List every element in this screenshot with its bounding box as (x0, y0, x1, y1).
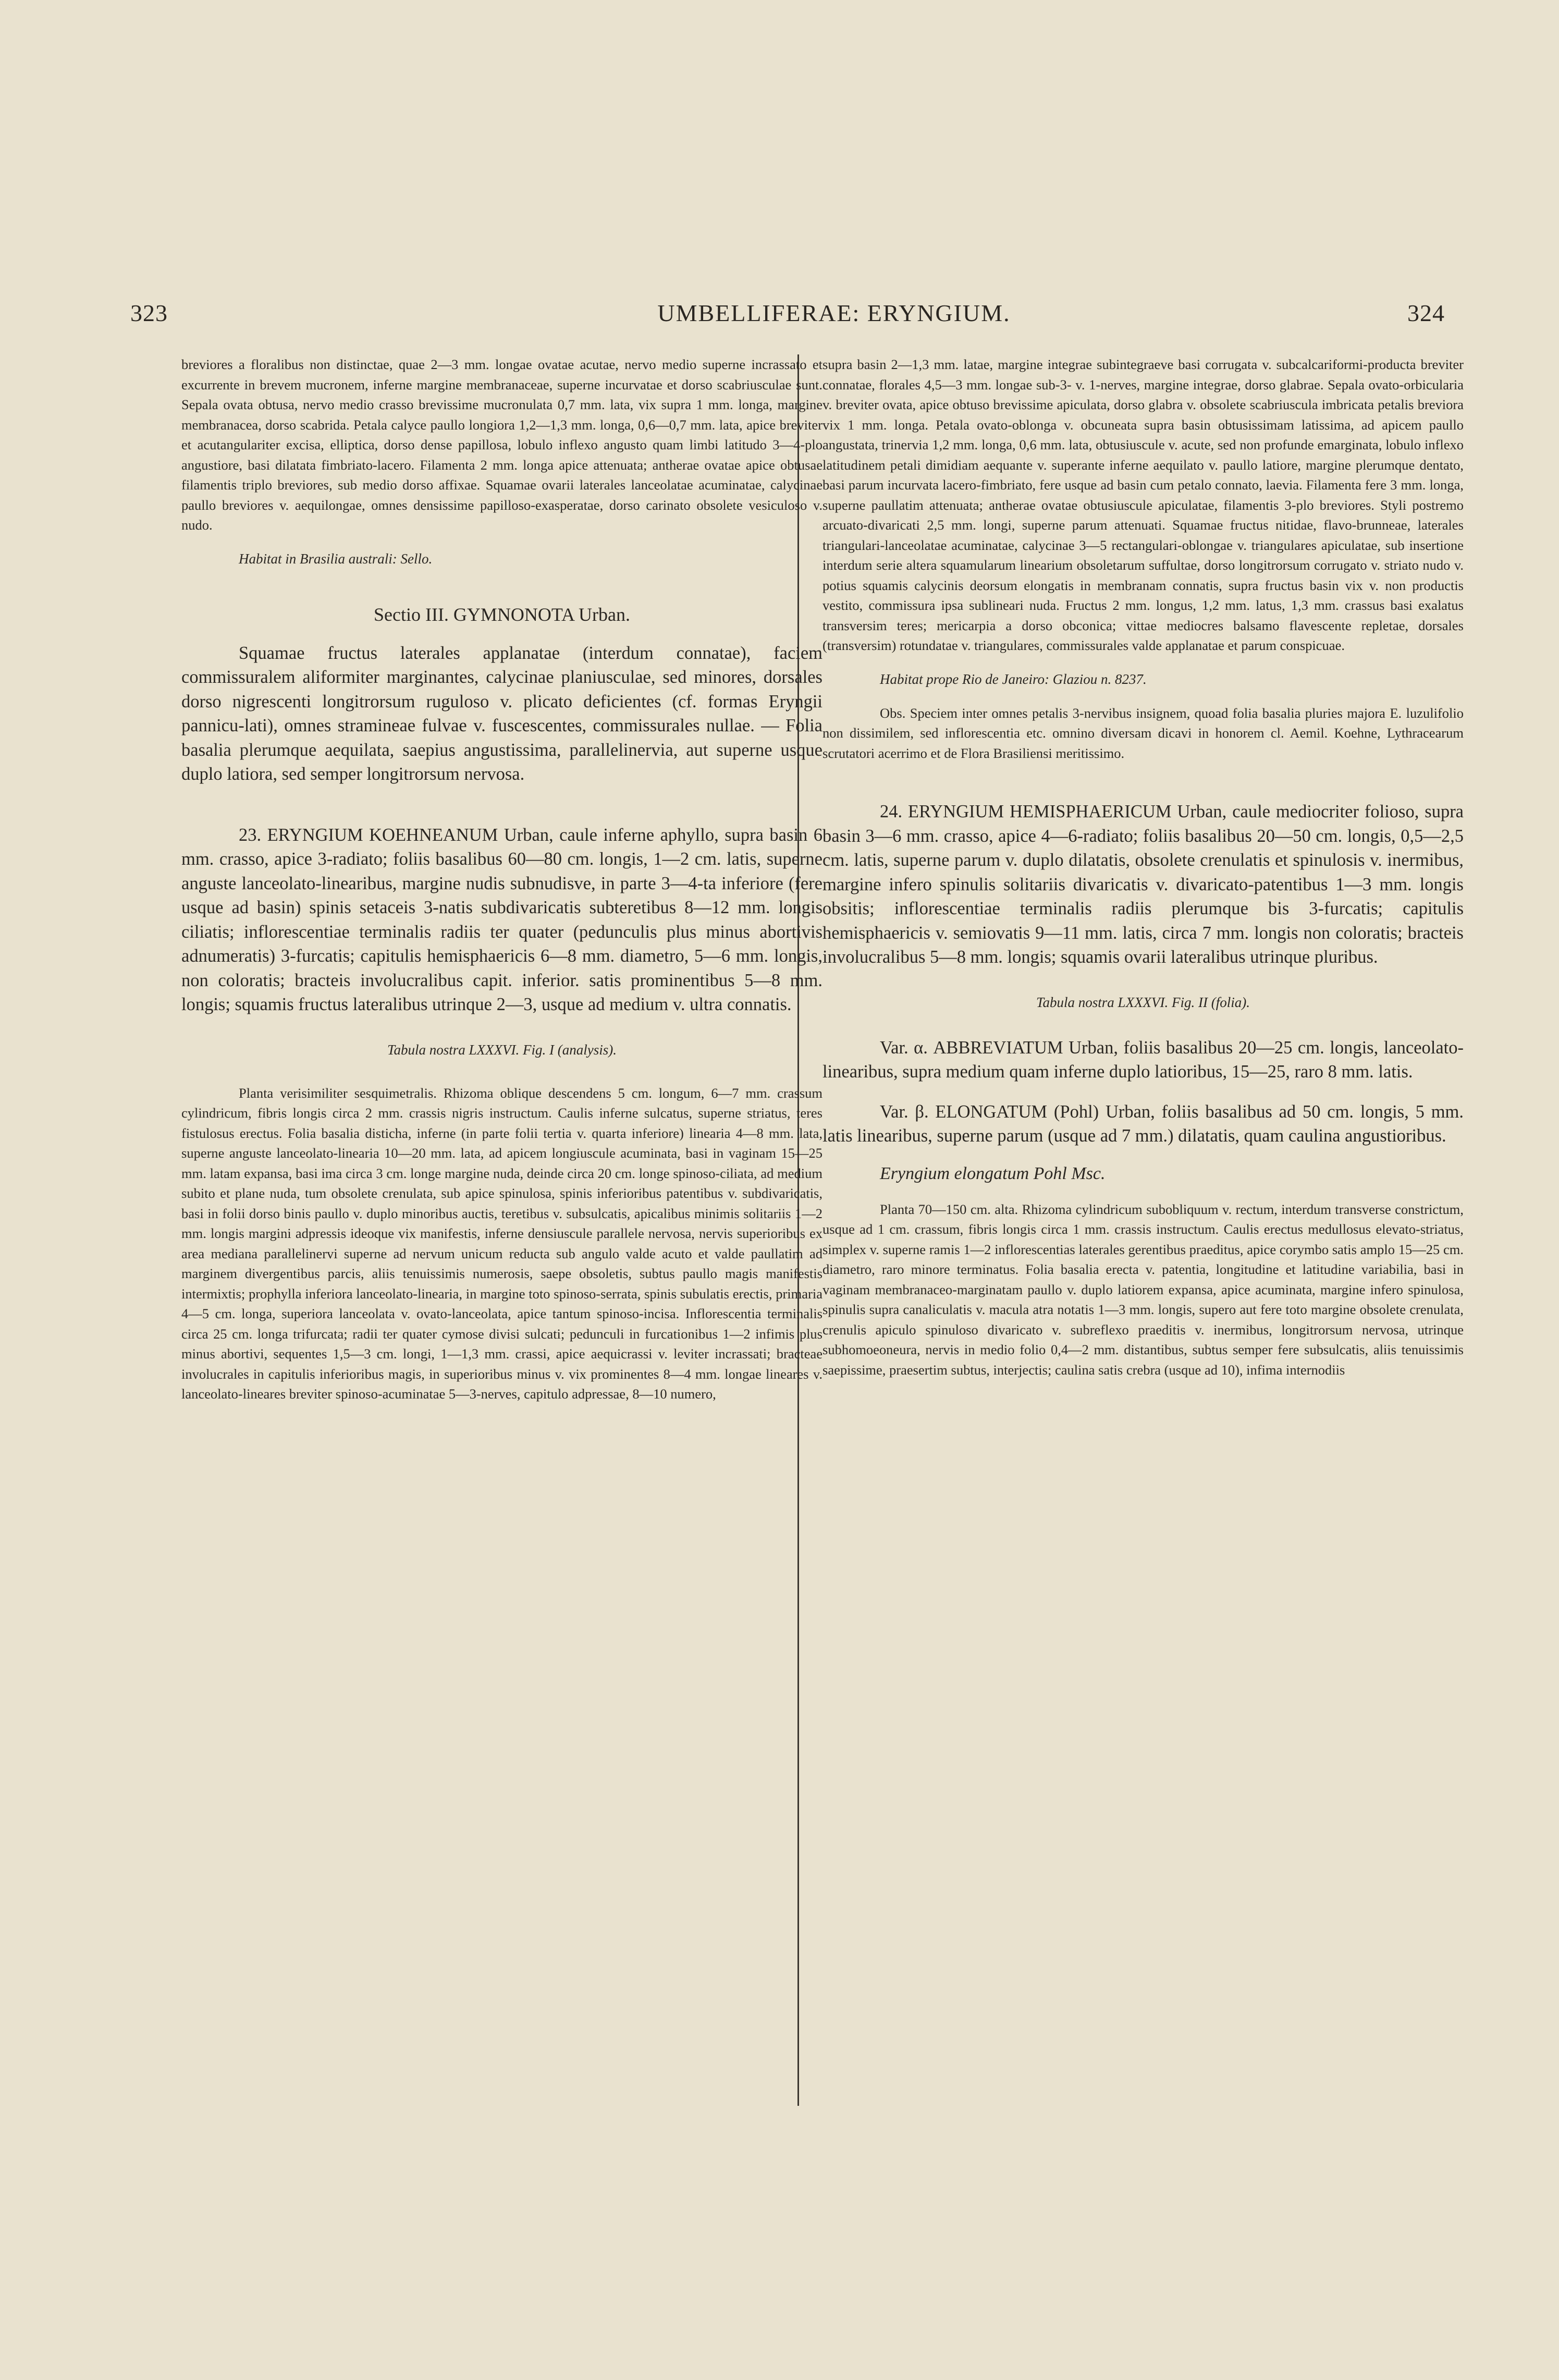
right-column (823, 354, 1464, 1380)
section-description: Squamae fructus laterales applanatae (interdum connatae), faciem commissuralem aliformiter marginantes, calycinae planiusculae, sed minores, dorsales dorso nigrescenti longitrorsum ruguloso v. plicato deficientes (cf. formas Eryngii pannicu-lati), omnes stramineae fulvae v. fuscescentes, commissurales nullae. — Folia basalia plerumque aequilata, saepius angustissima, parallelinervia, aut superne usque duplo latiora, sed semper longitrorsum nervosa. (181, 643, 823, 784)
page-number-left: 323 (130, 300, 168, 326)
plate-reference-23: Tabula nostra LXXXVI. Fig. I (analysis). (387, 1041, 617, 1058)
species-diagnosis-24: 24. ERYNGIUM HEMISPHAERICUM Urban, caule mediocriter folioso, supra basin 3—6 mm. crasso, apice 4—6-radiato; foliis basalibus 20—50 cm. longis, 0,5—2,5 cm. latis, superne parum v. duplo dilatatis, obsolete crenulatis et spinulosis v. inermibus, margine infero spinulis solitariis divaricatis v. divaricato-patentibus 1—3 mm. longis obsitis; inflorescentiae terminalis radiis plerumque bis 3-furcatis; capitulis hemisphaericis v. semiovatis 9—11 mm. latis, circa 7 mm. longis non coloratis; bracteis involucralibus 5—8 mm. longis; squamis ovarii lateralibus utrinque pluribus. (823, 802, 1464, 967)
species-diagnosis-23: 23. ERYNGIUM KOEHNEANUM Urban, caule inferne aphyllo, supra basin 6 mm. crasso, apice 3-radiato; foliis basalibus 60—80 cm. longis, 1—2 cm. latis, superne anguste lanceolato-linearibus, margine nudis subnudisve, in parte 3—4-ta inferiore (fere usque ad basin) spinis setaceis 3-natis subdivaricatis subteretibus 8—12 mm. longis ciliatis; inflorescentiae terminalis radiis ter quater (pedunculis plus minus abortivis adnumeratis) 3-furcatis; capitulis hemisphaericis 6—8 mm. diametro, 5—6 mm. longis, non coloratis; bracteis involucralibus capit. inferior. satis prominentibus 5—8 mm. longis; squamis fructus lateralibus utrinque 2—3, usque ad medium v. ultra connatis. (181, 825, 823, 1014)
section-heading: Sectio III. GYMNONOTA Urban. (373, 604, 631, 625)
observation-note: Obs. Speciem inter omnes petalis 3-nervibus insignem, quoad folia basalia pluries majora E. luzulifolio non dissimilem, sed inflorescentia etc. omnino diversam dicavi in honorem cl. Aemil. Koehne, Lythracearum scrutatori acerrimo et de Flora Brasiliensi meritissimo. (823, 705, 1464, 761)
description-continuation-right: supra basin 2—1,3 mm. latae, margine integrae subintegraeve basi corrugata v. subcalcariformi-producta breviter connatae, florales 4,5—3 mm. longae sub-3- v. 1-nerves, margine integrae, dorso glabrae. Sepala ovato-orbicularia v. breviter ovata, apice obtuso brevissime apiculata, dorso glabra v. obsolete scabriuscula imbricata petalis breviora vix 1 mm. longa. Petala ovato-oblonga v. obcuneata supra basin obtusissimam latissima, ad apicem paullo angustata, trinervia 1,2 mm. longa, 0,6 mm. lata, obtusiuscule v. acute, sed non profunde emarginata, lobulo inflexo latitudinem petali dimidiam aequante v. superante inferne aequilato v. paullo latiore, margine plerumque dentato, basi parum incurvata lacero-fimbriato, fere usque ad basin cum petalo connato, laevia. Filamenta fere 3 mm. longa, superne paullatim attenuata; antherae ovatae obtusiuscule apiculatae, filamentis 3-plo breviores. Styli postremo arcuato-divaricati 2,5 mm. longi, superne parum attenuati. Squamae fructus nitidae, flavo-brunneae, laterales triangulari-lanceolatae acuminatae, calycinae 3—5 rectangulari-oblongae v. triangulares apiculatae, sub insertione interdum serie altera squamularum linearium obsoletarum suffultae, dorso longitrorsum corrugato v. striato nudo v. potius squamis calycinis deorsum elongatis in membranam connatis, supra fructus basin vix v. non productis vestito, commissura ipsa sublineari nuda. Fructus 2 mm. longus, 1,2 mm. latus, 1,3 mm. crassus basi exalatus transversim teres; mericarpia a dorso obconica; vittae mediocres balsamo flavescente repletae, dorsales (transversim) rotundatae v. triangulares, commissurales valde applanatae et parum conspicuae. (823, 357, 1464, 653)
habitat-note-right: Habitat prope Rio de Janeiro: Glaziou n. 8237. (880, 671, 1147, 687)
page-number-right: 324 (1407, 300, 1445, 326)
variety-alpha: Var. α. ABBREVIATUM Urban, foliis basalibus 20—25 cm. longis, lanceolato-linearibus, supra medium quam inferne duplo latioribus, 15—25, raro 8 mm. latis. (823, 1037, 1464, 1082)
synonym-line: Eryngium elongatum Pohl Msc. (880, 1163, 1106, 1183)
habitat-note: Habitat in Brasilia australi: Sello. (239, 550, 433, 567)
plate-reference-24: Tabula nostra LXXXVI. Fig. II (folia). (1036, 994, 1250, 1010)
variety-beta: Var. β. ELONGATUM (Pohl) Urban, foliis basalibus ad 50 cm. longis, 5 mm. latis linearibus, superne parum (usque ad 7 mm.) dilatatis, quam caulina angustioribus. (823, 1101, 1464, 1146)
species-description-23: Planta verisimiliter sesquimetralis. Rhizoma oblique descendens 5 cm. longum, 6—7 mm. crassum cylindricum, fibris longis circa 2 mm. crassis nigris instructum. Caulis inferne sulcatus, superne striatus, teres fistulosus erectus. Folia basalia disticha, inferne (in parte folii tertia v. quarta inferiore) linearia 4—8 mm. lata, superne anguste lanceolato-linearia 10—20 mm. lata, ad apicem longiuscule acuminata, basi in vaginam 15—25 mm. latam expansa, basi ima circa 3 cm. longe margine nuda, deinde circa 20 cm. longe spinoso-ciliata, ad medium subito et plane nuda, tum obsolete crenulata, sub apice spinulosa, spinis inferioribus patentibus v. subdivaricatis, basi in folii dorso binis paullo v. duplo minoribus auctis, teretibus v. subsulcatis, apicalibus minimis solitariis 1—2 mm. longis margini adpressis ideoque vix manifestis, inferne densiuscule parallele nervosa, nervis superioribus ex area mediana parallelinervi superne ad nervum unicum reducta sub angulo valde acuto et valde paullatim ad marginem divergentibus parcis, aliis tenuissimis numerosis, saepe obsoletis, subtus paullo magis manifestis intermixtis; prophylla inferiora lanceolato-linearia, in margine toto spinoso-serrata, spinis subulatis erectis, primaria 4—5 cm. longa, superiora lanceolata v. ovato-lanceolata, apice tantum spinoso-incisa. Inflorescentia terminalis circa 25 cm. longa trifurcata; radii ter quater cymose divisi sulcati; pedunculi in furcationibus 1—2 infimis plus minus abortivi, sequentes 1,5—3 cm. longi, 1—1,3 mm. crassi, apice aequicrassi v. leviter incrassati; bracteae involucrales in capitulis inferioribus magis, in superioribus minus v. vix prominentes 8—4 mm. longae lineares v. lanceolato-lineares breviter spinoso-acuminatae 5—3-nerves, capitulo adpressae, 8—10 numero, (181, 1085, 823, 1402)
running-title: UMBELLIFERAE: ERYNGIUM. (657, 300, 1011, 326)
left-column (181, 354, 823, 1404)
description-continuation: breviores a floralibus non distinctae, quae 2—3 mm. longae ovatae acutae, nervo medio superne incrassato et excurrente in brevem mucronem, inferne margine membranaceae, superne incurvatae et dorso scabriusculae sunt. Sepala ovata obtusa, nervo medio crasso brevissime mucronulata 0,7 mm. lata, vix supra 1 mm. longa, margine membranacea, dorso scabrida. Petala calyce paullo longiora 1,2—1,3 mm. longa, 0,6—0,7 mm. lata, apice breviter et acutangulariter excisa, elliptica, dorso dense papillosa, lobulo inflexo angusto quam limbi latitudo 3—4-plo angustiore, basi dilatata fimbriato-lacero. Filamenta 2 mm. longa apice attenuata; antherae ovatae apice obtusae filamentis triplo breviores, sub medio dorso affixae. Squamae ovarii laterales lanceolatae acuminatae, calycinae paullo breviores v. aequilongae, omnes densissime papilloso-exasperatae, dorso carinato obsolete vesiculoso v. nudo. (181, 357, 823, 533)
species-description-24: Planta 70—150 cm. alta. Rhizoma cylindricum subobliquum v. rectum, interdum transverse constrictum, usque ad 1 cm. crassum, fibris longis circa 1 mm. crassis instructum. Caulis erectus medullosus elevato-striatus, simplex v. superne ramis 1—2 inflorescentias laterales gerentibus praeditus, apice corymbo satis amplo 15—25 cm. diametro, raro minore terminatus. Folia basalia erecta v. patentia, longitudine et latitudine variabilia, basi in vaginam membranaceo-marginatam paullo v. duplo latiorem expansa, apice acuminata, margine infero spinulosa, spinulis supra canaliculatis v. macula atra notatis 1—3 mm. longis, supero aut fere toto margine obsolete crenulata, crenulis apiculo spinuloso divaricato v. subreflexo praeditis v. inermibus, longitrorsum nervosa, utrinque subhomoeoneura, nervis in medio folio 0,4—2 mm. distantibus, subtus semper fere subsulcatis, aliis tenuissimis saepissime, praesertim subtus, interjectis; caulina satis crebra (usque ad 10), infima internodiis (823, 1201, 1464, 1378)
